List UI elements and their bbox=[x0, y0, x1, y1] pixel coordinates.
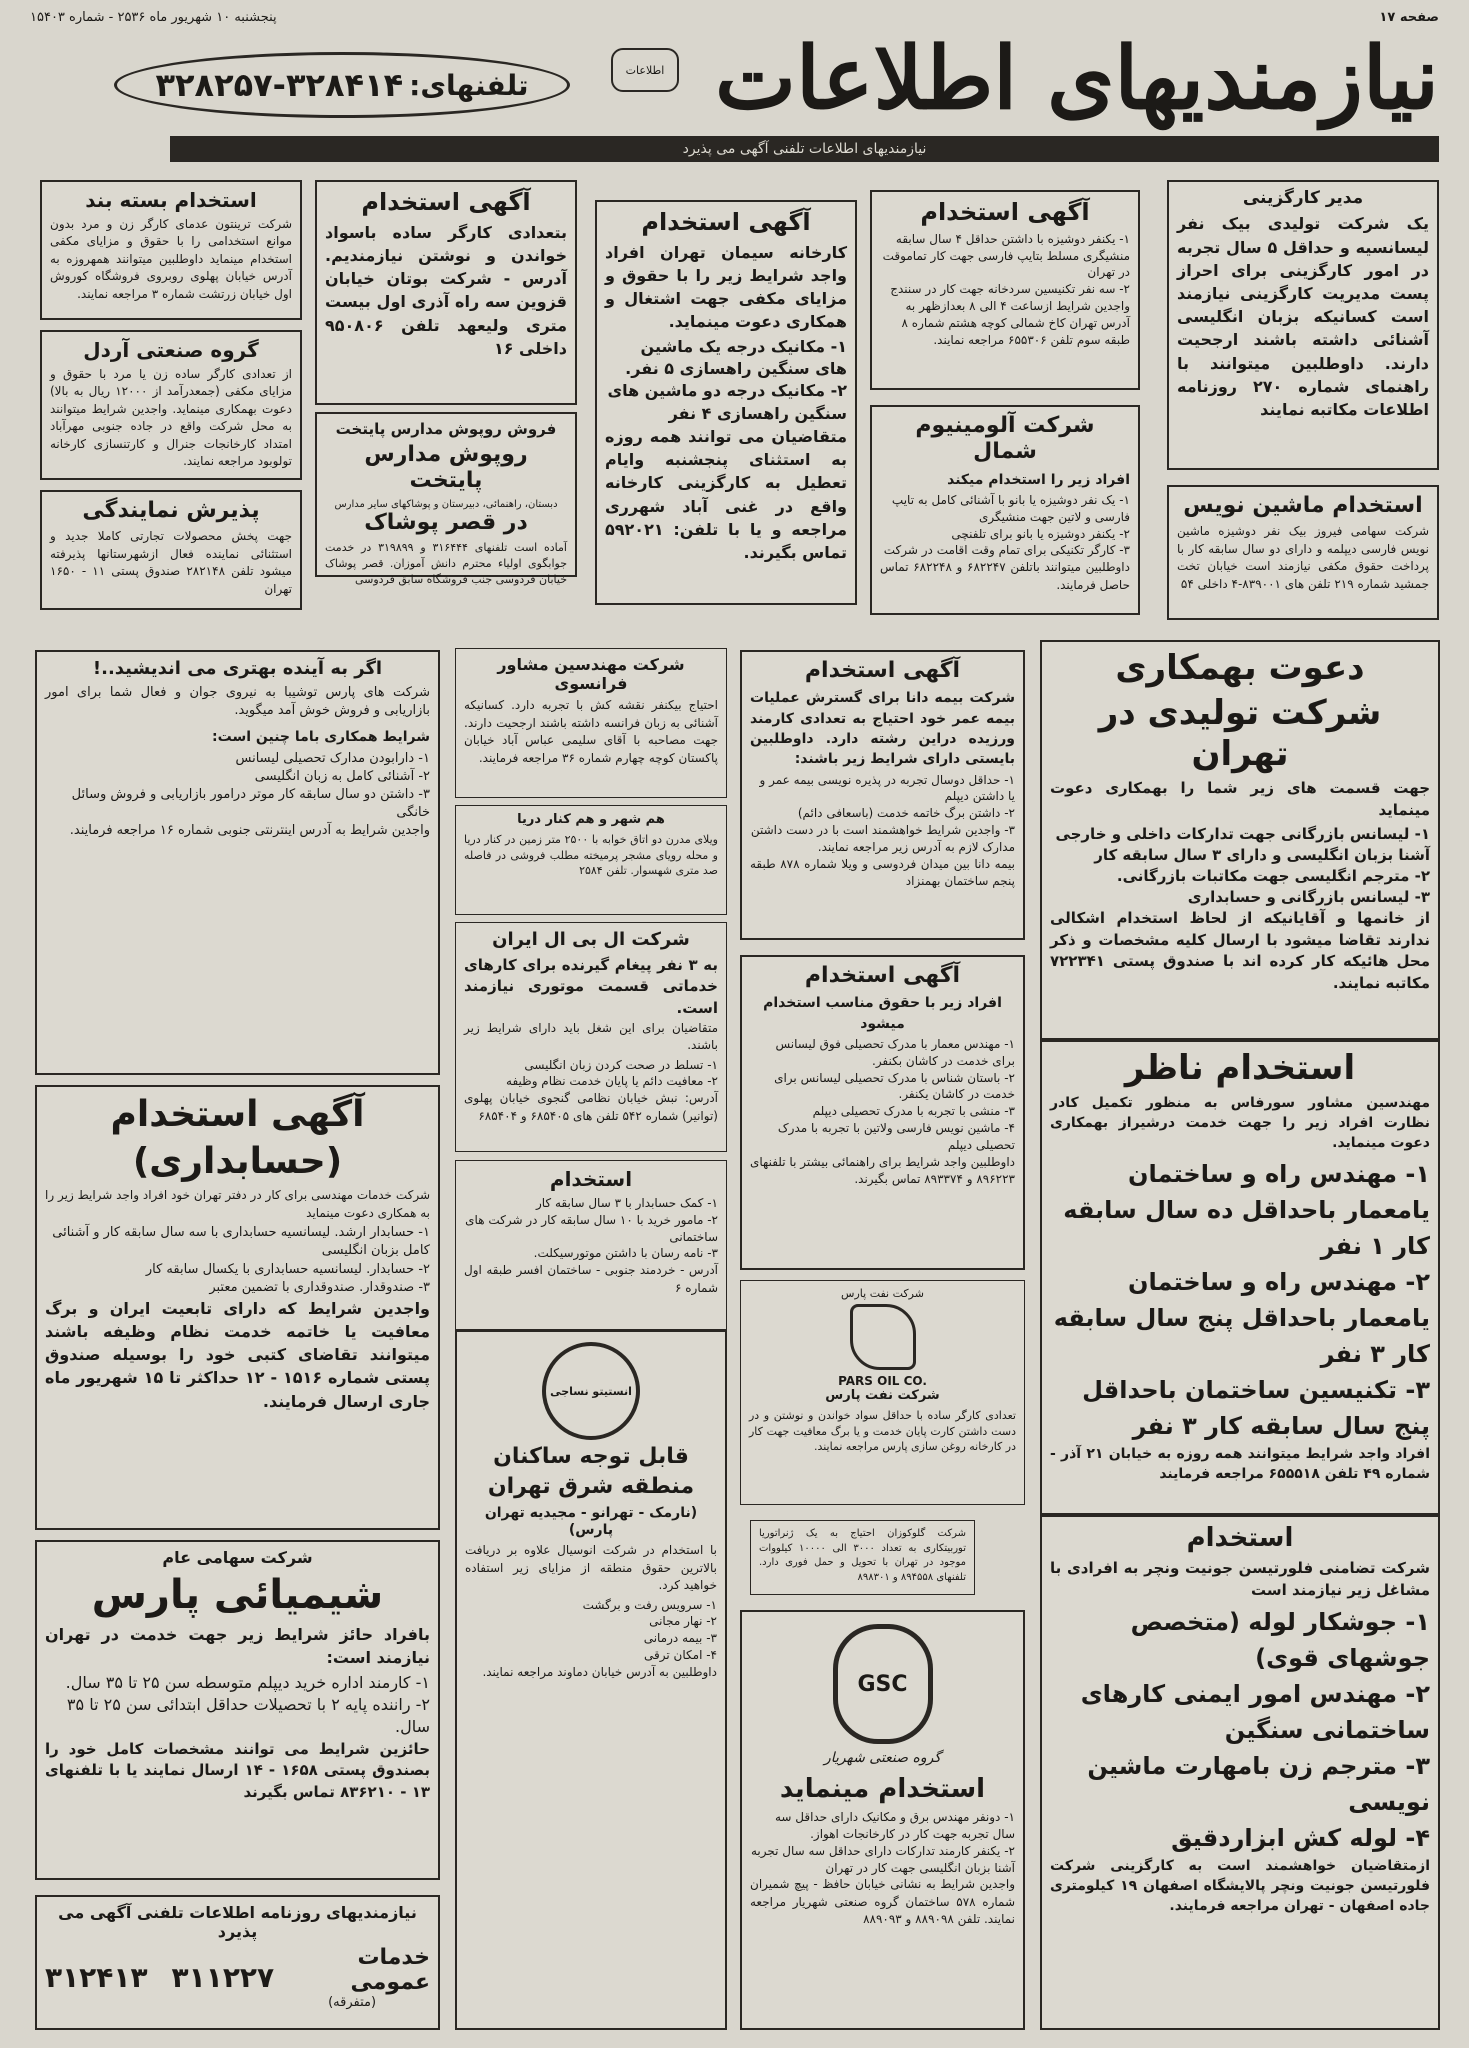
list-item: واجدین شرایط ازساعت ۴ الی ۸ بعدازظهر به آدرس تهران کاخ شمالی کوچه هشتم شماره ۸ طبقه سوم تلفن ۶۵۵۳۰۶ مراجعه نمایند. bbox=[901, 298, 1130, 347]
footer-title: نیازمندیهای روزنامه اطلاعات تلفنی آگهی می پذیرد bbox=[58, 1903, 417, 1942]
ad-pars-oil bbox=[740, 1280, 1025, 1505]
dateline: پنجشنبه ۱۰ شهریور ماه ۲۵۳۶ - شماره ۱۵۴۰۳ bbox=[30, 10, 277, 25]
ad-packer-title: استخدام بسته بند bbox=[85, 188, 257, 212]
ad-dana-footer: بیمه دانا بین میدان فردوسی و ویلا شماره ۸۷۸ طبقه پنجم ساختمان بهمنزاد bbox=[750, 856, 1015, 888]
ad-lbl-sub: متقاضیان برای این شغل باید دارای شرایط زیر باشند. bbox=[464, 1020, 718, 1053]
ad-uniforms-sub: دبستان، راهنمائی، دبیرستان و پوشاکهای سایر مدارس bbox=[334, 498, 558, 510]
ad-dana-insurance bbox=[740, 650, 1025, 940]
ad-typist bbox=[1167, 485, 1439, 620]
list-item: ۱- حداقل دوسال تجربه در پذیره نویسی بیمه عمر و یا داشتن دیپلم bbox=[759, 772, 1015, 804]
ad-cement-footer: متقاضیان می توانند همه روزه به استثنای پنجشنبه وایام تعطیل به کارگزینی کارخانه واقع در غنی آباد شهرری مراجعه و یا با تلفن: ۵۹۲۰۲۱ تماس بگیرند. bbox=[605, 427, 847, 563]
masthead-strap: نیازمندیهای اطلاعات تلفنی آگهی می پذیرد bbox=[170, 136, 1439, 162]
ad-pars-chemical bbox=[35, 1540, 440, 1880]
ad-employment-1-list bbox=[880, 231, 1130, 349]
phones-number: ۳۲۸۲۵۷-۳۲۸۴۱۴ bbox=[155, 66, 404, 104]
ad-east-title2: منطقه شرق تهران bbox=[487, 1474, 695, 1500]
ad-employment-2 bbox=[740, 955, 1025, 1270]
ad-dana-body: شرکت بیمه دانا برای گسترش عملیات بیمه عمر خود احتیاج به تعدادی کارمند ورزیده دراین رشته دارد. داوطلبین بایستی دارای شرایط زیر باشند: bbox=[750, 690, 1015, 768]
list-item: ۱- کمک حسابدار با ۳ سال سابقه کار bbox=[535, 1196, 718, 1210]
ad-cement-title: آگهی استخدام bbox=[641, 208, 811, 236]
ad-pars-toshiba bbox=[35, 650, 440, 1075]
ad-east-body: با استخدام در شرکت انوسیال علاوه بر دریافت بالاترین حقوق منطقه از مزایای زیر استفاده خواهید کرد. bbox=[465, 1543, 717, 1593]
ad-chemical-title: شیمیائی پارس bbox=[91, 1572, 384, 1619]
list-item: ۲- حسابدار. لیسانسیه حسابداری با یکسال سابقه کار bbox=[145, 1261, 430, 1277]
list-item: ۱- مهندس راه و ساختمان یامعمار باحداقل ده سال سابقه کار ۱ نفر bbox=[1063, 1159, 1430, 1260]
ad-office-manager-body: یک شرکت تولیدی بیک نفر لیسانسیه و حداقل ۵ سال تجربه در امور کارگزینی برای احراز پست مدیریت کارگزینی نیازمند است کسانیکه بزبان انگلیسی آشنائی داشته باشند ارجحیت دارند. داوطلبین میتوانند با راهنمای شماره ۲۷۰ روزنامه اطلاعات مکاتبه نمایند bbox=[1177, 214, 1430, 419]
list-item: ۱- یکنفر دوشیزه با داشتن حداقل ۴ سال سابقه منشیگری مسلط بتایپ فارسی جهت کار تماموقت در تهران bbox=[882, 231, 1130, 280]
list-item: ۲- معافیت دائم یا پایان خدمت نظام وظیفه bbox=[506, 1074, 718, 1089]
footer-label-group bbox=[274, 1945, 430, 2010]
gsc-logo-icon: GSC bbox=[833, 1624, 933, 1744]
ad-fluor bbox=[1040, 1515, 1440, 2030]
footer-note: (متفرقه) bbox=[328, 1995, 377, 2011]
list-item: ۱- سرویس رفت و برگشت bbox=[582, 1597, 717, 1612]
ad-toshiba-title: اگر به آینده بهتری می اندیشید..! bbox=[92, 658, 383, 679]
ad-aluminium-body: افراد زیر را استخدام میکند bbox=[947, 471, 1130, 488]
ad-glucose bbox=[750, 1520, 975, 1595]
ad-cement-body: کارخانه سیمان تهران افراد واجد شرایط زیر را با حقوق و مزایای مکفی جهت اشتغال و همکاری دعوت مینماید. bbox=[605, 242, 847, 332]
textile-seal-icon: انستیتو نساجی bbox=[542, 1342, 640, 1440]
ad-aluminium-title: شرکت آلومینیوم شمال bbox=[915, 413, 1095, 465]
ad-fluor-title: استخدام bbox=[1186, 1523, 1294, 1553]
list-item: ۳- داشتن دو سال سابقه کار موتر درامور بازاریابی و فروش وسائل خانگی bbox=[71, 786, 430, 821]
ad-typist-title: استخدام ماشین نویس bbox=[1183, 493, 1423, 518]
list-item: ۱- دونفر مهندس برق و مکانیک دارای حداقل سه سال تجربه جهت کار در کارخانجات اهواز. bbox=[774, 1810, 1015, 1841]
list-item: ۳- کارگر تکنیکی برای تمام وقت اقامت در شرکت bbox=[883, 543, 1130, 558]
ad-representation-title: پذیرش نمایندگی bbox=[82, 498, 260, 523]
list-item: ۲- مامور خرید با ۱۰ سال سابقه کار در شرکت های ساختمانی bbox=[465, 1212, 718, 1244]
ad-representation bbox=[40, 490, 302, 610]
list-item: ۲- راننده پایه ۲ با تحصیلات حداقل ابتدائی سن ۲۵ تا ۳۵ سال. bbox=[66, 1694, 430, 1737]
list-item: ۲- داشتن برگ خاتمه خدمت (باسعافی دائم) bbox=[797, 806, 1015, 821]
ad-chemical-footer: حائزین شرایط می توانند مشخصات کامل خود را بصندوق پستی ۱۶۵۸ - ۱۴ ارسال نمایند یا با تلفنهای ۱۳ - ۸۳۶۲۱۰ تماس بگیرند bbox=[45, 1739, 431, 1802]
list-item: ۴- لوله کش ابزاردقیق bbox=[1171, 1823, 1430, 1852]
ad-employment-2-title: آگهی استخدام bbox=[804, 963, 961, 988]
list-item: ۲- باستان شناس با مدرک تحصیلی لیسانس برای خدمت در کاشان یکنفر. bbox=[774, 1070, 1015, 1102]
ad-pars-oil-title: شرکت نفت پارس bbox=[825, 1388, 940, 1403]
ad-french-title: شرکت مهندسین مشاور فرانسوی bbox=[497, 655, 685, 694]
ad-shahriar-footer: واجدین شرایط به نشانی خیابان حافظ - پیچ شمیران شماره ۵۷۸ ساختمان گروه صنعتی شهریار مراجعه نمایند. تلفن ۸۸۹۰۹۸ و ۸۸۹۰۹۳ bbox=[750, 1877, 1016, 1927]
ad-supervisor-title: استخدام ناظر bbox=[1124, 1048, 1356, 1088]
list-item: ۱- یک نفر دوشیزه یا بانو با آشنائی کامل به تایپ فارسی و لاتین جهت منشیگری bbox=[891, 493, 1130, 524]
list-item: ۱- حسابدار ارشد. لیسانسیه حسابداری با سه سال سابقه کار و آشنائی کامل بزبان انگلیسی bbox=[52, 1225, 430, 1259]
list-item: ۲- آشنائی کامل به زبان انگلیسی bbox=[254, 768, 430, 784]
ad-ardel bbox=[40, 330, 302, 480]
ad-pars-oil-brand: PARS OIL CO. bbox=[838, 1374, 927, 1388]
list-item: ۳- نامه رسان با داشتن موتورسیکلت. bbox=[533, 1246, 718, 1261]
ad-chemical-top: شرکت سهامی عام bbox=[162, 1548, 313, 1567]
ad-toshiba-footer: واجدین شرایط به آدرس اینترنتی جنوبی شماره ۱۶ مراجعه فرمایند. bbox=[69, 823, 430, 839]
list-item: ۱- مکانیک درجه یک ماشین های سنگین راهسازی ۵ نفر. bbox=[625, 336, 847, 378]
list-item: ۲- مهندس امور ایمنی کارهای ساختمانی سنگین bbox=[1080, 1679, 1430, 1744]
ad-dana-title: آگهی استخدام bbox=[804, 658, 961, 683]
ad-toshiba-sub: شرایط همکاری باما چنین است: bbox=[212, 729, 430, 746]
ad-school-uniforms bbox=[315, 412, 577, 587]
ad-shahriar-title: استخدام مینماید bbox=[779, 1774, 986, 1804]
pars-oil-logo-icon bbox=[850, 1304, 916, 1370]
ad-uniforms-top: فروش روپوش مدارس پایتخت bbox=[335, 420, 557, 438]
ad-employment-1 bbox=[870, 190, 1140, 390]
ad-fluor-footer: ازمتقاضیان خواهشمند است به کارگزینی شرکت فلورتیسن جونیت ونچر پالایشگاه اصفهان ۱۹ کیلومتری جاده اصفهان - تهران مراجعه فرمایند. bbox=[1050, 1857, 1430, 1915]
ad-lbl-body: به ۳ نفر پیغام گیرنده برای کارهای خدماتی قسمت موتوری نیازمند است. bbox=[464, 955, 719, 1018]
ad-toshiba-body: شرکت های پارس توشیبا به نیروی جوان و فعال شما برای امور بازاریابی و فروش خوش آمد میگوید. bbox=[45, 684, 430, 719]
list-item: ۲- نهار مجانی bbox=[649, 1614, 717, 1629]
list-item: ۳- منشی با تجربه با مدرک تحصیلی دیپلم bbox=[812, 1104, 1015, 1119]
list-item: ۳- مترجم زن بامهارت ماشین نویسی bbox=[1087, 1751, 1430, 1816]
ad-office-manager bbox=[1167, 180, 1439, 470]
ad-packer bbox=[40, 180, 302, 320]
ad-production-title: دعوت بهمکاری bbox=[1115, 648, 1365, 688]
list-item: ۱- تسلط در صحت کردن زبان انگلیسی bbox=[524, 1057, 718, 1072]
footer-label: خدمات عمومی bbox=[350, 1945, 430, 1996]
list-item: ۲- یکنفر کارمند تدارکات دارای حداقل سه سال تجربه آشنا بزبان انگلیسی جهت کار در تهران bbox=[751, 1843, 1015, 1875]
ad-accounting-footer: واجدین شرایط که دارای تابعیت ایران و برگ معافیت یا خاتمه خدمت نظام وظیفه باشند میتوانند تقاضای کتبی خود را بوسیله صندوق پستی شماره ۱۵۱۶ - ۱۲ حداکثر تا ۱۵ شهریور ماه جاری ارسال فرمایند. bbox=[45, 1298, 431, 1411]
ad-butane bbox=[315, 180, 577, 405]
ad-office-manager-title: مدیر کارگزینی bbox=[1242, 188, 1364, 208]
ad-east-tehran bbox=[455, 1330, 727, 2030]
ad-employment-3-footer: آدرس - خردمند جنوبی - ساختمان افسر طبقه اول شماره ۶ bbox=[464, 1263, 718, 1295]
list-item: ۲- مکانیک درجه دو ماشین های سنگین راهسازی ۴ نفر bbox=[607, 381, 847, 423]
ad-ardel-body: از تعدادی کارگر ساده زن یا مرد با حقوق و مزایای مکفی (جمعدرآمد از ۱۲۰۰۰ ریال به بالا) دعوت بهمکاری مینماید. واجدین شرایط میتوانند به محل شرکت واقع در جاده جنوبی مهرآباد امتداد کارخانجات جنرال و کارتنسازی کارخانه تولوبود مراجعه نمایند. bbox=[50, 367, 293, 468]
phones-label: تلفنهای: bbox=[409, 68, 529, 102]
ad-chemical-body: بافراد حائز شرایط زیر جهت خدمت در تهران نیازمند است: bbox=[45, 1625, 430, 1668]
ad-shahriar-group: گروه صنعتی شهریار bbox=[824, 1750, 941, 1766]
ad-glucose-body: شرکت گلوکوزان احتیاج به یک ژنراتوریا توربیتکاری به تعداد ۳۰۰۰ الی ۱۰۰۰۰ کیلووات موجود در تهران با تحویل و حمل فوری دارد. تلفنهای ۸۹۴۵۵۸ و ۸۹۸۳۰۱ bbox=[759, 1528, 966, 1583]
page-number: صفحه ۱۷ bbox=[1379, 10, 1439, 25]
ad-production-footer: از خانمها و آقایانیکه از لحاظ استخدام اشکالی ندارند تقاضا میشود با ارسال کلیه مشخصات و ذکر محل هائیکه کار کرده اند با صندوق پستی ۷۲۲۳۴۱ مکاتبه نمایند. bbox=[1050, 908, 1430, 993]
ad-villa-title: هم شهر و هم کنار دریا bbox=[517, 812, 665, 827]
ad-accounting-title2: (حسابداری) bbox=[132, 1141, 343, 1183]
ad-lbl-footer: آدرس: نبش خیابان نظامی گنجوی خیابان پهلوی (توانیر) شماره ۵۴۲ تلفن های ۶۸۵۴۰۵ و ۶۸۵۴۰۴ bbox=[464, 1091, 718, 1123]
list-item: ۴- ماشین نویس فارسی ولاتین با تجربه با مدرک تحصیلی دیپلم bbox=[777, 1120, 1015, 1152]
ad-butane-body: بتعدادی کارگر ساده باسواد خواندن و نوشتن نیازمندیم. آدرس - شرکت بوتان خیابان قزوین سه راه آذری اول بیست متری ولیعهد تلفن ۹۵۰۸۰۶ داخلی ۱۶ bbox=[325, 222, 567, 358]
list-item: ۱- مهندس معمار با مدرک تحصیلی فوق لیسانس برای خدمت در کاشان بکنفر. bbox=[775, 1036, 1015, 1068]
ad-uniforms-title2: در قصر پوشاک bbox=[364, 509, 528, 535]
ad-lbl-title: شرکت ال بی ال ایران bbox=[492, 929, 690, 950]
ad-cement-factory bbox=[595, 200, 857, 605]
masthead bbox=[30, 28, 1439, 176]
ad-production-body: جهت قسمت های زیر شما را بهمکاری دعوت مینماید bbox=[1050, 779, 1430, 820]
list-item: ۳- واجدین شرایط خواهشمند است با در دست داشتن مدارک لازم به آدرس زیر مراجعه نمایند. bbox=[750, 822, 1015, 854]
footer-phones bbox=[45, 1961, 274, 1994]
ad-uniforms-body: آماده است تلفنهای ۳۱۶۴۴۴ و ۳۱۹۸۹۹ در خدمت جوابگوی اولیاء محترم دانش آموزان. قصر پوشاک خیابان فردوسی جنب فروشگاه سابق فردوسی bbox=[325, 541, 567, 587]
list-item: ۳- لیسانس بازرگانی و حسابداری bbox=[1187, 887, 1430, 906]
footer-phone: ۳۱۲۴۱۳ bbox=[45, 1961, 148, 1995]
ad-french-consultants bbox=[455, 648, 727, 798]
ad-employment-2-footer: داوطلبین واجد شرایط برای راهنمائی بیشتر با تلفنهای ۸۹۶۲۲۳ و ۸۹۳۳۷۴ تماس بگیرند. bbox=[750, 1154, 1015, 1186]
ad-ardel-title: گروه صنعتی آردل bbox=[83, 338, 259, 362]
ad-seaside-villa bbox=[455, 805, 727, 915]
ad-lbl-iran bbox=[455, 922, 727, 1152]
ad-accounting bbox=[35, 1085, 440, 1530]
list-item: ۱- لیسانس بازرگانی جهت تدارکات داخلی و خارجی آشنا بزبان انگلیسی و دارای ۳ سال سابقه کار bbox=[1055, 824, 1430, 864]
footer-phone: ۳۱۱۲۲۷ bbox=[171, 1961, 275, 1995]
ad-east-title: قابل توجه ساکنان bbox=[493, 1444, 689, 1469]
list-item: ۲- مترجم انگلیسی جهت مکاتبات بازرگانی. bbox=[1116, 866, 1430, 885]
list-item: ۳- صندوقدار. صندوقداری با تضمین معتبر bbox=[209, 1279, 430, 1295]
ad-east-sub: (نارمک - تهرانو - مجیدیه تهران پارس) bbox=[484, 1504, 698, 1538]
ad-typist-body: شرکت سهامی فیروز بیک نفر دوشیزه ماشین نویس فارسی دیپلمه و دارای دو سال سابقه کار با پرداخت حقوق مکفی نیازمند است خیابان تخت جمشید شماره ۲۱۹ تلفن های ۸۳۹۰۰۱-۴ داخلی ۵۴ bbox=[1177, 524, 1429, 591]
list-item: ۲- سه نفر تکنیسین سردخانه جهت کار در سنندج bbox=[890, 282, 1130, 297]
ad-shahriar bbox=[740, 1610, 1025, 2030]
ad-employment-3-title: استخدام bbox=[549, 1167, 633, 1191]
list-item: ۳- بیمه درمانی bbox=[643, 1631, 717, 1646]
ad-fluor-body: شرکت تضامنی فلورتیسن جونیت ونچر به افرادی با مشاغل زیر نیازمند است bbox=[1050, 1559, 1430, 1599]
list-item: ۱- جوشکار لوله (متخصص جوشهای قوی) bbox=[1130, 1607, 1430, 1672]
ad-supervisor-body: مهندسین مشاور سورفاس به منظور تکمیل کادر نظارت افراد زیر را جهت خدمت درشیراز بهمکاری دعوت مینماید. bbox=[1050, 1094, 1430, 1152]
list-item: ۲- مهندس راه و ساختمان یامعمار باحداقل پنج سال سابقه کار ۳ نفر bbox=[1053, 1267, 1430, 1368]
list-item: ۲- یکنفر دوشیزه یا بانو برای تلفنچی bbox=[951, 526, 1130, 541]
ad-pars-oil-top: شرکت نفت پارس bbox=[841, 1287, 924, 1300]
ad-villa-body: ویلای مدرن دو اتاق خوابه با ۲۵۰۰ متر زمین در کنار دریا و محله رویای مشجر پرمیخته مطلب فروشی در فاصله صد متری شهسوار. تلفن ۲۵۸۴ bbox=[464, 832, 718, 878]
list-item: ۳- تکنیسین ساختمان باحداقل پنج سال سابقه کار ۳ نفر bbox=[1082, 1375, 1430, 1440]
ad-employment-2-body: افراد زیر با حقوق مناسب استخدام میشود bbox=[763, 995, 1002, 1032]
ad-production-title2: شرکت تولیدی در تهران bbox=[1098, 692, 1382, 774]
list-item: ۴- امکان ترقی bbox=[644, 1647, 717, 1662]
ad-french-body: احتیاج بیکنفر نقشه کش با تجربه دارد. کسانیکه آشنائی به زبان فرانسه داشته باشند ارجحیت دارند. جهت مصاحبه با آقای سلیمی عباس آباد خیابان پاکستان کوچه چهارم شماره ۳۶ مراجعه فرمایند. bbox=[464, 698, 718, 765]
ad-accounting-body: شرکت خدمات مهندسی برای کار در دفتر تهران خود افراد واجد شرایط زیر را به همکاری دعوت مینماید bbox=[45, 1188, 430, 1220]
ad-supervisor bbox=[1040, 1040, 1440, 1515]
ad-representation-body: جهت پخش محصولات تجارتی کاملا جدید و استثنائی نماینده فعال ازشهرستانها پذیرفته میشود تلفن ۲۸۲۱۴۸ صندوق پستی ۱۱ - ۱۶۵۰ تهران bbox=[50, 529, 293, 596]
ad-production-company bbox=[1040, 640, 1440, 1040]
list-item: ۱- کارمند اداره خرید دیپلم متوسطه سن ۲۵ تا ۳۵ سال. bbox=[65, 1672, 430, 1692]
masthead-seal: اطلاعات bbox=[611, 48, 679, 92]
ad-east-footer: داوطلبین به آدرس خیابان دماوند مراجعه نمایند. bbox=[482, 1664, 717, 1679]
ad-employment-1-title: آگهی استخدام bbox=[920, 198, 1090, 226]
masthead-title: نیازمندیهای اطلاعات bbox=[715, 28, 1439, 129]
masthead-phones-box bbox=[114, 52, 570, 118]
ad-pars-oil-body: تعدادی کارگر ساده با حداقل سواد خواندن و نوشتن و در دست داشتن کارت پایان خدمت و یا برگ معافیت جهت کار در کارخانه روغن سازی پارس مراجعه نمایند. bbox=[749, 1408, 1016, 1454]
ad-packer-body: شرکت ترینتون عدمای کارگر زن و مرد بدون موانع استخدامی را با حقوق و مزایای مکفی استخدام مینماید داوطلبین میتوانند همهروزه به آدرس خیابان پهلوی روبروی فروشگاه کوروش اول خیابان زرتشت شماره ۳ مراجعه نمایند. bbox=[50, 217, 292, 301]
ad-butane-title: آگهی استخدام bbox=[361, 188, 531, 216]
footer-services bbox=[35, 1895, 440, 2030]
ad-supervisor-footer: افراد واجد شرایط میتوانند همه روزه به خیابان ۲۱ آذر - شماره ۴۹ تلفن ۶۵۵۵۱۸ مراجعه فرمایند bbox=[1050, 1445, 1430, 1482]
footer-row bbox=[45, 1945, 430, 2010]
ad-accounting-title: آگهی استخدام bbox=[110, 1094, 365, 1135]
ad-uniforms-title: روپوش مدارس پایتخت bbox=[364, 442, 528, 494]
list-item: ۱- دارابودن مدارک تحصیلی لیسانس bbox=[235, 750, 430, 766]
ad-employment-3 bbox=[455, 1160, 727, 1330]
ad-aluminium-footer: داوطلبین میتوانند باتلفن ۶۸۲۲۴۷ و ۶۸۲۲۴۸ تماس حاصل فرمایند. bbox=[880, 560, 1130, 592]
ad-aluminium bbox=[870, 405, 1140, 615]
